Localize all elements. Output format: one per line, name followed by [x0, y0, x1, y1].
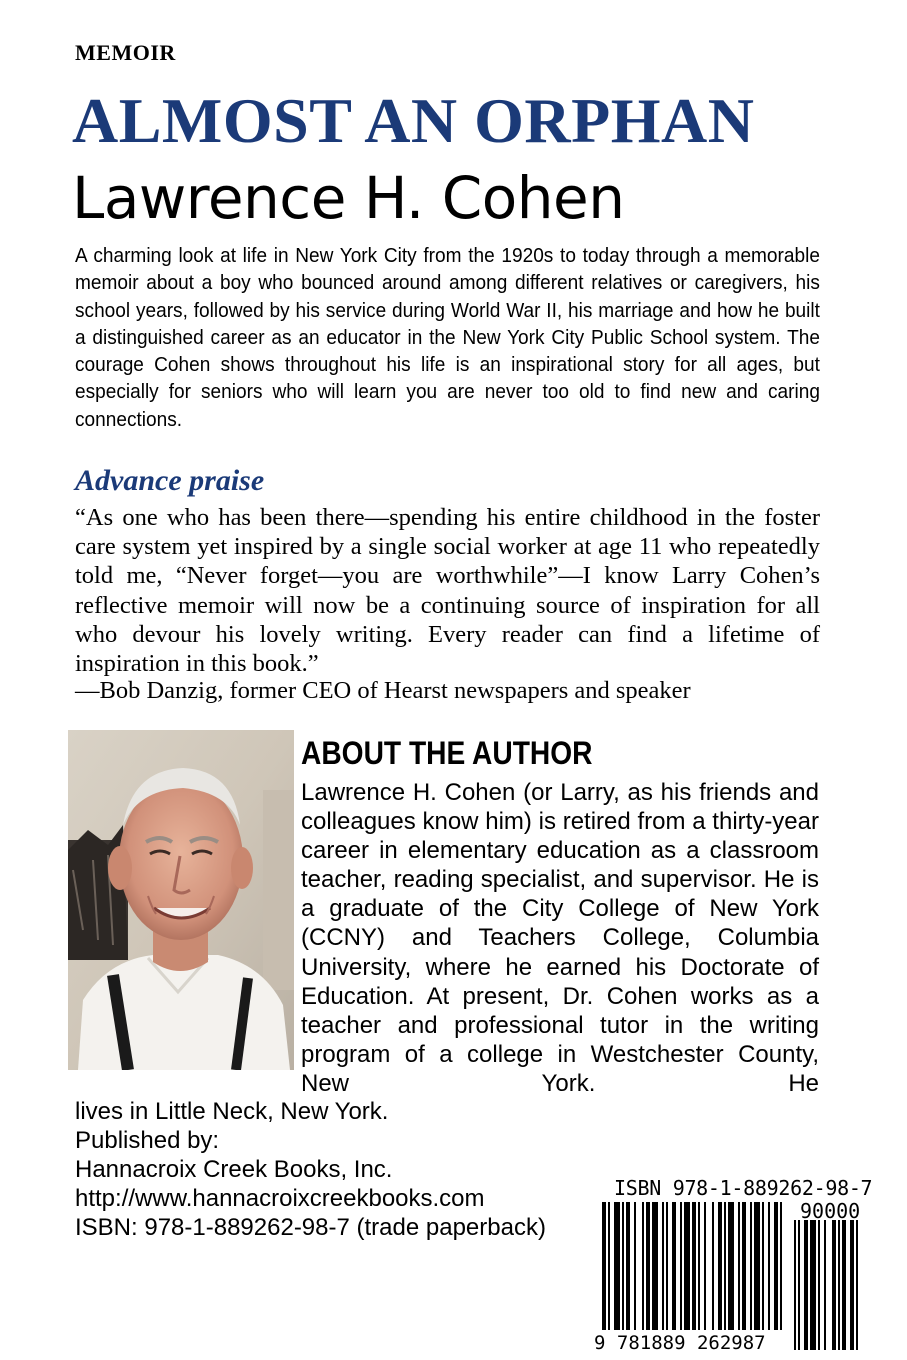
barcode-bar	[768, 1202, 770, 1330]
barcode-addon-bar	[794, 1220, 796, 1350]
barcode-addon-bar	[832, 1220, 836, 1350]
about-author-text: Lawrence H. Cohen (or Larry, as his friends and colleagues know him) is retired from a thirty-year career in elementary education as a classroom teacher, reading specialist, and supervisor. He is a graduate of the City College of New York (CCNY) and Teachers College, Columbia University, where he earned his Doctorate of Education. At present, Dr. Cohen works as a teacher and professional tutor in the writing program of a college in Westchester County, New York. He	[301, 779, 819, 1097]
praise-quote: “As one who has been there—spending his entire childhood in the foster care system yet inspired by a single social worker at age 11 who repeatedly told me, “Never forget—you are worthwhile”—I know Larry Cohen’s reflective memoir will now be a continuing source of inspiration for all who devour his lovely writing. Every reader can find a lifetime of inspiration in this book.”	[75, 504, 820, 678]
barcode-bar	[608, 1202, 610, 1330]
barcode-bar	[684, 1202, 690, 1330]
barcode-bar	[634, 1202, 636, 1330]
barcode-bar	[692, 1202, 696, 1330]
barcode-bar	[680, 1202, 682, 1330]
barcode-addon-bar	[804, 1220, 808, 1350]
barcode-addon-bar	[838, 1220, 840, 1350]
barcode-addon-bar	[798, 1220, 800, 1350]
publisher-name: Hannacroix Creek Books, Inc.	[75, 1156, 393, 1183]
about-author-text-end: lives in Little Neck, New York.	[75, 1098, 389, 1125]
barcode-bar	[698, 1202, 700, 1330]
barcode-addon-bar	[856, 1220, 858, 1350]
barcode-bar	[672, 1202, 676, 1330]
barcode-bar	[602, 1202, 606, 1330]
barcode-bar	[662, 1202, 664, 1330]
barcode-bar	[728, 1202, 734, 1330]
book-blurb: A charming look at life in New York City from the 1920s to today through a memorable memoir about a boy who bounced around among different relatives or caregivers, his school years, followed by his service during World War II, his marriage and how he built a distinguished career as an educator in the New York City Public School system. The courage Cohen shows throughout his life is an inspirational story for all ages, but especially for seniors who will learn you are never too old to find new and caring connections.	[75, 244, 820, 431]
barcode-bar	[652, 1202, 658, 1330]
barcode-bar	[642, 1202, 644, 1330]
barcode-bar	[738, 1202, 740, 1330]
barcode-bar	[626, 1202, 630, 1330]
barcode-bar	[666, 1202, 668, 1330]
barcode-addon-bar	[818, 1220, 820, 1350]
publisher-isbn: ISBN: 978-1-889262-98-7 (trade paperback)	[75, 1214, 546, 1241]
barcode-bar	[750, 1202, 752, 1330]
barcode-addon-bar	[850, 1220, 854, 1350]
barcode-addon-bar	[842, 1220, 846, 1350]
barcode-bar	[622, 1202, 624, 1330]
praise-heading: Advance praise	[75, 464, 265, 497]
author-portrait-image	[68, 730, 294, 1070]
barcode-bar	[754, 1202, 760, 1330]
book-title: ALMOST AN ORPHAN	[72, 85, 755, 156]
praise-attribution: —Bob Danzig, former CEO of Hearst newspapers and speaker	[75, 677, 691, 704]
barcode-bar	[780, 1202, 782, 1330]
author-name: Lawrence H. Cohen	[72, 164, 625, 232]
barcode-isbn-text: ISBN 978-1-889262-98-7	[614, 1176, 873, 1200]
barcode-price-code: 90000	[800, 1199, 861, 1223]
barcode-bar	[762, 1202, 764, 1330]
author-photo	[68, 730, 294, 1070]
about-author-heading: ABOUT THE AUTHOR	[301, 735, 593, 771]
barcode-bar	[718, 1202, 722, 1330]
genre-label: MEMOIR	[75, 40, 176, 65]
barcode-digits: 9 781889 262987	[594, 1332, 766, 1354]
publisher-label: Published by:	[75, 1127, 220, 1154]
barcode-addon-bar	[824, 1220, 826, 1350]
publisher-url: http://www.hannacroixcreekbooks.com	[75, 1185, 485, 1212]
barcode-bar	[614, 1202, 620, 1330]
barcode-bar	[724, 1202, 726, 1330]
barcode-bar	[646, 1202, 650, 1330]
barcode-bar	[712, 1202, 714, 1330]
barcode-bar	[742, 1202, 746, 1330]
barcode-bar	[704, 1202, 706, 1330]
barcode-bar	[774, 1202, 778, 1330]
barcode-addon-bar	[810, 1220, 816, 1350]
